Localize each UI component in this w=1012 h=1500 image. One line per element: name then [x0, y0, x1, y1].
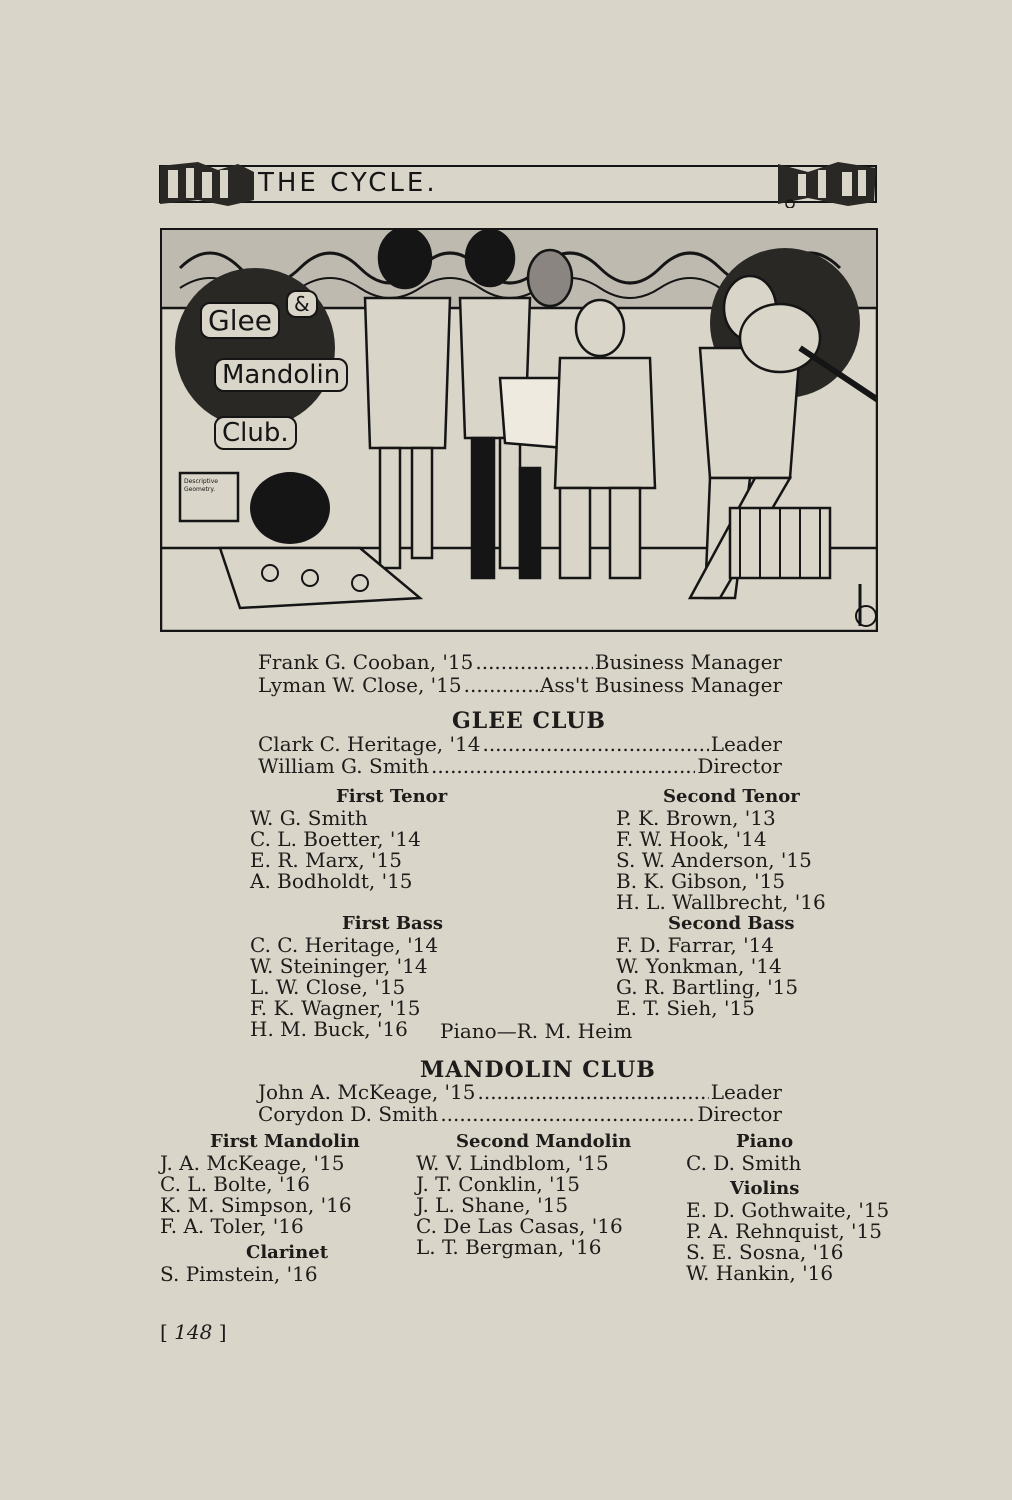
- officer-role: Director: [697, 754, 782, 778]
- clarinet-label: Clarinet: [246, 1242, 329, 1263]
- mandolin-officer-row-2: [258, 1102, 782, 1126]
- second-mandolin-list: [416, 1153, 623, 1258]
- first-bass-list: [250, 935, 438, 1040]
- list-item: P. A. Rehnquist, '15: [686, 1219, 882, 1243]
- folio-right-bracket: ]: [218, 1320, 227, 1344]
- clarinet-list: [160, 1264, 318, 1285]
- list-item: C. D. Smith: [686, 1151, 802, 1175]
- officer-name: Corydon D. Smith: [258, 1102, 439, 1126]
- glee-club-heading: GLEE CLUB: [452, 708, 607, 734]
- second-tenor-list: [616, 808, 826, 913]
- list-item: W. Steininger, '14: [250, 954, 428, 978]
- book-label: [184, 478, 228, 494]
- list-item: J. A. McKeage, '15: [160, 1151, 345, 1175]
- officer-name: William G. Smith: [258, 754, 429, 778]
- list-item: F. D. Farrar, '14: [616, 933, 775, 957]
- piano-list: [686, 1153, 801, 1174]
- ribbon-word-mandolin: Mandolin: [214, 358, 348, 392]
- glee-officer-row-2: [258, 754, 782, 778]
- second-bass-label: Second Bass: [668, 913, 795, 934]
- first-tenor-label: First Tenor: [336, 786, 448, 807]
- piano-label: Piano: [736, 1131, 794, 1152]
- list-item: K. M. Simpson, '16: [160, 1193, 352, 1217]
- list-item: W. Hankin, '16: [686, 1261, 834, 1285]
- officer-role: Leader: [710, 732, 782, 756]
- list-item: W. V. Lindblom, '15: [416, 1151, 609, 1175]
- list-item: E. D. Gothwaite, '15: [686, 1198, 890, 1222]
- manager-row-1: [258, 650, 782, 674]
- list-item: F. W. Hook, '14: [616, 827, 767, 851]
- header-title: THE CYCLE.: [258, 168, 438, 198]
- ribbon-word-amp: &: [286, 290, 318, 318]
- list-item: F. K. Wagner, '15: [250, 996, 421, 1020]
- violins-list: [686, 1200, 889, 1284]
- list-item: J. L. Shane, '15: [416, 1193, 569, 1217]
- list-item: H. L. Wallbrecht, '16: [616, 890, 826, 914]
- first-mandolin-list: [160, 1153, 352, 1237]
- book-label-line-2: Geometry.: [184, 486, 215, 493]
- violins-label: Violins: [730, 1178, 800, 1199]
- list-item: B. K. Gibson, '15: [616, 869, 786, 893]
- manager-role: Business Manager: [594, 650, 782, 674]
- officer-name: John A. McKeage, '15: [258, 1080, 476, 1104]
- second-bass-list: [616, 935, 798, 1019]
- folio-left-bracket: [: [160, 1320, 168, 1344]
- mandolin-club-heading: MANDOLIN CLUB: [420, 1057, 656, 1083]
- list-item: S. Pimstein, '16: [160, 1262, 318, 1286]
- list-item: C. L. Bolte, '16: [160, 1172, 310, 1196]
- book-label-line-1: Descriptive: [184, 478, 218, 485]
- list-item: W. Yonkman, '14: [616, 954, 782, 978]
- list-item: H. M. Buck, '16: [250, 1017, 408, 1041]
- manager-row-2: [258, 673, 782, 697]
- manager-name: Lyman W. Close, '15: [258, 673, 462, 697]
- manager-role: Ass't Business Manager: [539, 673, 782, 697]
- ribbon-word-glee: Glee: [200, 302, 280, 339]
- list-item: A. Bodholdt, '15: [250, 869, 413, 893]
- officer-name: Clark C. Heritage, '14: [258, 732, 481, 756]
- list-item: L. W. Close, '15: [250, 975, 406, 999]
- list-item: S. W. Anderson, '15: [616, 848, 812, 872]
- list-item: C. De Las Casas, '16: [416, 1214, 623, 1238]
- list-item: E. T. Sieh, '15: [616, 996, 755, 1020]
- first-tenor-list: [250, 808, 421, 892]
- folio-number: 148: [174, 1320, 213, 1344]
- list-item: W. G. Smith: [250, 806, 368, 830]
- list-item: J. T. Conklin, '15: [416, 1172, 580, 1196]
- glee-officer-row-1: [258, 732, 782, 756]
- first-bass-label: First Bass: [342, 913, 443, 934]
- list-item: S. E. Sosna, '16: [686, 1240, 844, 1264]
- manager-name: Frank G. Cooban, '15: [258, 650, 474, 674]
- second-tenor-label: Second Tenor: [663, 786, 800, 807]
- list-item: C. C. Heritage, '14: [250, 933, 439, 957]
- list-item: C. L. Boetter, '14: [250, 827, 421, 851]
- officer-role: Leader: [710, 1080, 782, 1104]
- ribbon-word-club: Club.: [214, 416, 297, 450]
- glee-piano: Piano—R. M. Heim: [440, 1019, 633, 1043]
- list-item: F. A. Toler, '16: [160, 1214, 304, 1238]
- list-item: L. T. Bergman, '16: [416, 1235, 602, 1259]
- list-item: P. K. Brown, '13: [616, 806, 776, 830]
- mandolin-officer-row-1: [258, 1080, 782, 1104]
- page-number: [160, 1320, 227, 1344]
- second-mandolin-label: Second Mandolin: [456, 1131, 632, 1152]
- list-item: E. R. Marx, '15: [250, 848, 402, 872]
- first-mandolin-label: First Mandolin: [210, 1131, 360, 1152]
- list-item: G. R. Bartling, '15: [616, 975, 799, 999]
- officer-role: Director: [697, 1102, 782, 1126]
